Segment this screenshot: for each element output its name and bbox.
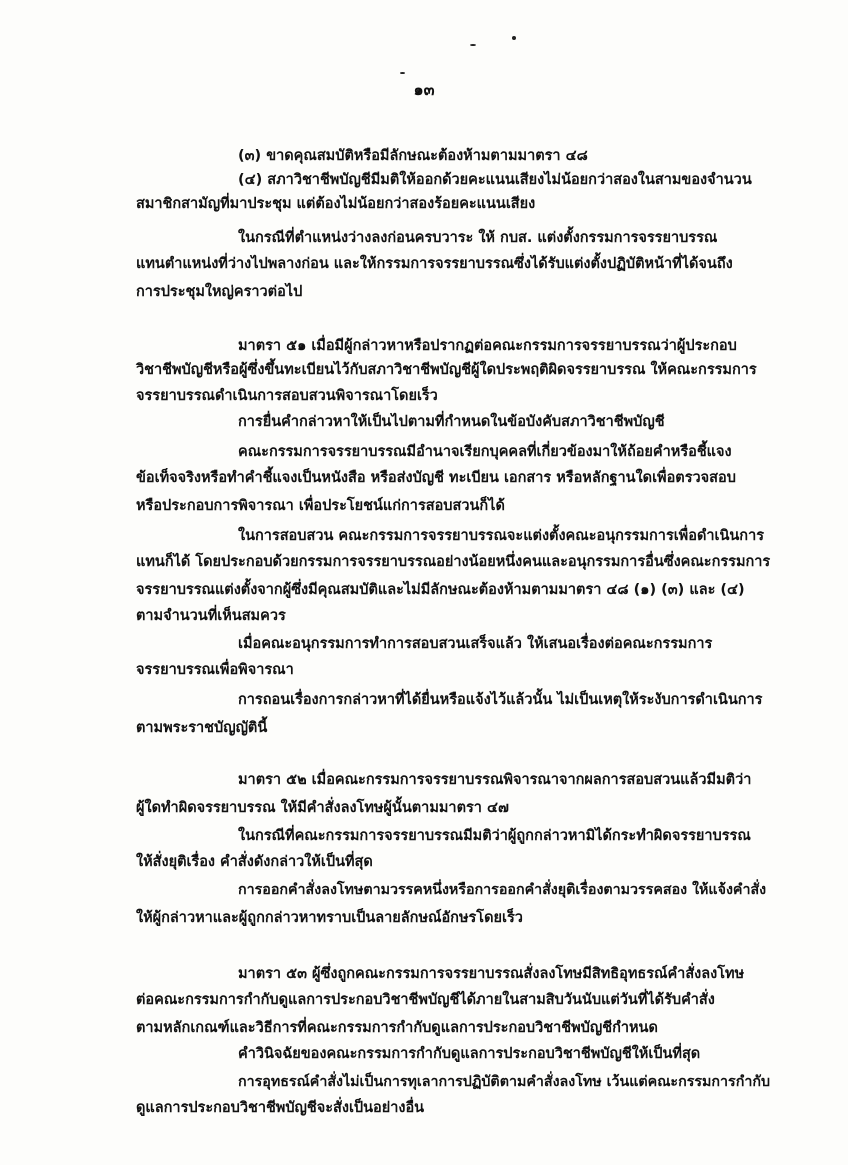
text-line: จรรยาบรรณดำเนินการสอบสวนพิจารณาโดยเร็ว: [136, 388, 438, 404]
text-line: ให้สั่งยุติเรื่อง คำสั่งดังกล่าวให้เป็นที่สุด: [136, 854, 373, 870]
text-line: หรือประกอบการพิจารณา เพื่อประโยชน์แก่การสอบสวนก็ได้: [136, 498, 505, 514]
scan-speck: [400, 72, 405, 74]
text-line: ผู้ใดทำผิดจรรยาบรรณ ให้มีคำสั่งลงโทษผู้นั้นตามมาตรา ๔๗: [136, 800, 509, 816]
text-line: คำวินิจฉัยของคณะกรรมการกำกับดูแลการประกอบวิชาชีพบัญชีให้เป็นที่สุด: [238, 1046, 701, 1062]
text-line: จรรยาบรรณเพื่อพิจารณา: [136, 662, 294, 678]
text-line: ในกรณีที่คณะกรรมการจรรยาบรรณมีมติว่าผู้ถูกกล่าวหามิได้กระทำผิดจรรยาบรรณ: [238, 828, 751, 844]
text-line: มาตรา ๕๑ เมื่อมีผู้กล่าวหาหรือปรากฏต่อคณะกรรมการจรรยาบรรณว่าผู้ประกอบ: [238, 338, 737, 354]
text-line: สมาชิกสามัญที่มาประชุม แต่ต้องไม่น้อยกว่าสองร้อยคะแนนเสียง: [136, 196, 536, 212]
text-line: ต่อคณะกรรมการกำกับดูแลการประกอบวิชาชีพบัญชีได้ภายในสามสิบวันนับแต่วันที่ได้รับคำสั่ง: [136, 992, 715, 1008]
text-line: มาตรา ๕๓ ผู้ซึ่งถูกคณะกรรมการจรรยาบรรณสั่งลงโทษมีสิทธิอุทธรณ์คำสั่งลงโทษ: [238, 966, 745, 982]
page-number: ๑๓: [413, 80, 435, 99]
text-line: แทนตำแหน่งที่ว่างไปพลางก่อน และให้กรรมการจรรยาบรรณซึ่งได้รับแต่งตั้งปฏิบัติหน้าที่ได้จนถึง: [136, 256, 733, 272]
text-line: เมื่อคณะอนุกรรมการทำการสอบสวนเสร็จแล้ว ให้เสนอเรื่องต่อคณะกรรมการ: [238, 636, 713, 652]
text-line: (๔) สภาวิชาชีพบัญชีมีมติให้ออกด้วยคะแนนเสียงไม่น้อยกว่าสองในสามของจำนวน: [238, 172, 752, 188]
text-line: มาตรา ๕๒ เมื่อคณะกรรมการจรรยาบรรณพิจารณาจากผลการสอบสวนแล้วมีมติว่า: [238, 772, 752, 788]
text-line: จรรยาบรรณแต่งตั้งจากผู้ซึ่งมีคุณสมบัติและไม่มีลักษณะต้องห้ามตามมาตรา ๔๘ (๑) (๓) และ (๔): [136, 582, 745, 598]
text-line: วิชาชีพบัญชีหรือผู้ซึ่งขึ้นทะเบียนไว้กับสภาวิชาชีพบัญชีผู้ใดประพฤติผิดจรรยาบรรณ ให้คณะกรรมการ: [136, 362, 757, 378]
text-line: ตามพระราชบัญญัตินี้: [136, 720, 268, 736]
text-line: (๓) ขาดคุณสมบัติหรือมีลักษณะต้องห้ามตามมาตรา ๔๘: [238, 148, 588, 164]
text-line: การถอนเรื่องการกล่าวหาที่ได้ยื่นหรือแจ้งไว้แล้วนั้น ไม่เป็นเหตุให้ระงับการดำเนินการ: [238, 692, 763, 708]
text-line: แทนก็ได้ โดยประกอบด้วยกรรมการจรรยาบรรณอย่างน้อยหนึ่งคนและอนุกรรมการอื่นซึ่งคณะกรรมการ: [136, 554, 771, 570]
text-line: การประชุมใหญ่คราวต่อไป: [136, 284, 303, 300]
text-line: ตามจำนวนที่เห็นสมควร: [136, 608, 286, 624]
scan-speck: [470, 44, 476, 46]
scan-speck: [512, 36, 516, 40]
text-line: ข้อเท็จจริงหรือทำคำชี้แจงเป็นหนังสือ หรือส่งบัญชี ทะเบียน เอกสาร หรือหลักฐานใดเพื่อตรวจสอบ: [136, 470, 736, 486]
text-line: การยื่นคำกล่าวหาให้เป็นไปตามที่กำหนดในข้อบังคับสภาวิชาชีพบัญชี: [238, 414, 665, 430]
text-line: ดูแลการประกอบวิชาชีพบัญชีจะสั่งเป็นอย่างอื่น: [136, 1100, 425, 1116]
text-line: คณะกรรมการจรรยาบรรณมีอำนาจเรียกบุคคลที่เกี่ยวข้องมาให้ถ้อยคำหรือชี้แจง: [238, 444, 732, 460]
text-line: ให้ผู้กล่าวหาและผู้ถูกกล่าวหาทราบเป็นลายลักษณ์อักษรโดยเร็ว: [136, 910, 523, 926]
text-line: ในการสอบสวน คณะกรรมการจรรยาบรรณจะแต่งตั้งคณะอนุกรรมการเพื่อดำเนินการ: [238, 528, 765, 544]
text-line: การอุทธรณ์คำสั่งไม่เป็นการทุเลาการปฏิบัติตามคำสั่งลงโทษ เว้นแต่คณะกรรมการกำกับ: [238, 1074, 770, 1090]
text-line: ในกรณีที่ตำแหน่งว่างลงก่อนครบวาระ ให้ กบส. แต่งตั้งกรรมการจรรยาบรรณ: [238, 230, 718, 246]
text-line: การออกคำสั่งลงโทษตามวรรคหนึ่งหรือการออกคำสั่งยุติเรื่องตามวรรคสอง ให้แจ้งคำสั่ง: [238, 882, 767, 898]
text-line: ตามหลักเกณฑ์และวิธีการที่คณะกรรมการกำกับดูแลการประกอบวิชาชีพบัญชีกำหนด: [136, 1020, 658, 1036]
